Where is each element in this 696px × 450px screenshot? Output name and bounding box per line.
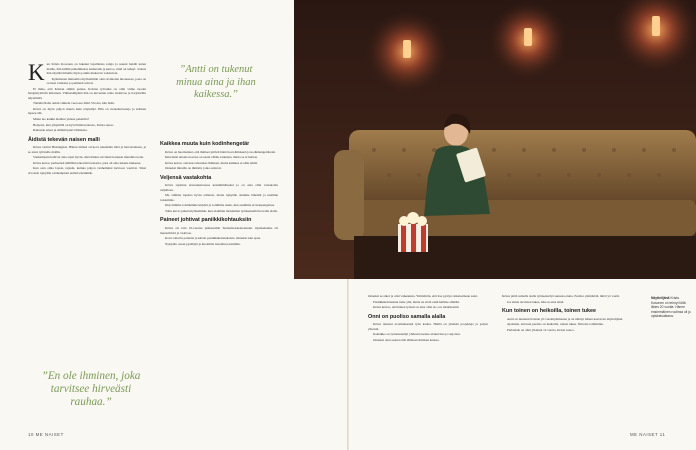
section-heading: Kun toinen on heikoilla, toinen tukee [502,308,597,315]
body-paragraph: Kymmenen minuuttia myöhemmin olen ravintolan huoneessa, jossa on oranssi valaistus ja pehmeät sohvat. [46,76,146,86]
body-paragraph: Krista kertoo olevansa idearikas ihminen, mutta kaikkea ei ehdi tehdä. [165,160,258,165]
body-paragraph: Antti on tuntenut Kristan yli vuosikymmenen ja on nähnyt hänen kasvavan näyttelijänä. [507,316,623,321]
body-paragraph: Kiireisinä aikoina kotona on usein vähän sotkuista, mutta se ei haittaa. [165,155,258,160]
article-column-2 [160,137,278,247]
caption-lead: Näyttelijänä [651,296,670,300]
body-paragraph: Onneksi olen saanut elää tällaisen ihmisen kanssa. [373,337,440,342]
body-paragraph: Jos sitten tarvitsen tukea, hän on aina siinä. [507,299,565,304]
body-paragraph: Vanhempani hoitivat aina arjen hyvin, eikä minun tarvinnut koskaan murehtia kotia. [33,155,144,160]
body-paragraph: Onneksi se alkoi ja olisi vaikeuksia. Ymmärrän, että itse pystyn ratkaisemaan asiat. [368,294,478,298]
body-paragraph: Krista kertoo, että hänen työnsä on aina ollut iso osa identiteettiä. [373,305,460,310]
pull-quote: ”Antti on tukenut minua aina ja ihan kaikessa.” [176,64,256,100]
article-column-1 [28,62,146,176]
body-paragraph: Krista kertoo perheensä äidillään tekevästä naisesta, joka oli aina tukena kaikessa. [33,160,142,165]
intro-paragraph: K un Krista Kosonen on lukenut lapsillensa satuja ja saanut heidät unten maille, hän kiiltää puhelimensa kameralle ja kertoo, mitä on tehnyt. Joskus hän näyttää minulle myös jonkin mukavan valokuvan. [28,60,146,85]
body-paragraph: Krista sijoittuu sisaruskatraassa keskimmäiseksi ja on aina ollut vastakohta veljelleen. [160,183,278,192]
popcorn-icon [398,212,428,252]
section-heading: Paineet johtivat paniikkikohtauksiin [160,217,252,224]
body-paragraph: Krista on huomannut, että ihmiset pitävät häntä koti-ihmisenä ja kodinhengettärenä. [165,149,276,154]
body-paragraph: Krista varttui Helsingissä. Hänen äitinsä oli kova tekemään töitä ja harrastamaan, ja se antoi tyttärelle mallin. [28,145,146,154]
body-paragraph: Rakastan arkea ja elämää juuri tällaisena. [33,128,88,133]
body-paragraph: Helposti, kun ympärillä on hyvä ihmisverkosto, Krista sanoo. [33,122,115,127]
section-heading: Onni on puoliso samalla alalla [368,313,446,320]
body-paragraph: Kaksikko on työskennellyt yhdessä useissa elokuvissa ja sarjoissa. [373,332,461,337]
body-paragraph: Me olimme lapsina hyvin erilaisia, mutta nykyään olemme läheisiä ja tuemme toisiamme. [160,193,278,202]
article-column-3 [368,294,488,343]
body-paragraph: Ajattelen, että kun puoliso on heikoilla, toinen tukee. Niin me toimimme. [507,322,604,327]
body-paragraph: Koin valtavia paineita ja kärsin paniikkikohtauksista. Onneksi sain apua. [165,236,261,241]
article-column-4 [502,294,638,333]
hero-photo [294,0,696,279]
folio-left: 10 ME NAISET [28,432,64,437]
body-paragraph: Kun sain omia lapsia, tajusin, kuinka paljon vanhemmat kuvioon vaativat. Siksi arvostan nykyään vanhempiani entistä enemmän. [28,166,146,175]
wall-lamp-icon [488,0,568,80]
body-paragraph: Miten tuo kaikki mahtuu yhteen pakettiin? [33,117,90,122]
wall-lamp-icon [365,10,449,94]
section-heading: Kaikkea muuta kuin kodinhengetär [160,141,250,147]
section-heading: Veljensä vastakohta [160,174,212,181]
body-paragraph: Tänään illalla onkin viimein vuorossa lähtö Virosta, hän lisää. [33,101,115,106]
body-paragraph: Ei ihme, että Kristan silmät painaa. Kristan työvaihe on ollut viime vuodet hengästyttävän kiireinen. Viimeisimpänä hän on kuvannut uutta elokuvaa ja harjoitellut näytelmää. [28,86,146,100]
pull-quote: ”En ole ihminen, joka tarvitsee hirveästi rauhaa.” [41,370,141,408]
body-paragraph: Onneksi minulla on ihmisiä, jotka auttavat. [165,166,222,171]
body-paragraph: Kirjoitimme toisillemme kirjeitä ja soitimme usein, kun asuimme eri kaupungeissa. [165,203,275,208]
section-heading: Äidistä tekevän naisen malli [28,136,100,143]
photo-illustration [294,0,696,279]
folio-right: ME NAISET 11 [630,432,666,437]
caption-text: Krista Kosonen on tehnyt töitä lähes 20 vuotta. Hänen ensimmäinen roolinsa oli jo opiskeluaikana. [651,296,691,318]
body-paragraph: Krista pitää samalla alalla työskentelyä suurena etuna. Puoliso ymmärtää, mitä työ vaatii. [502,294,620,298]
body-paragraph: Tuttu kuvio jatkui myöhemmin, kun aloimme molemmat työskennellä luovalla alalla. [165,208,278,213]
body-paragraph: Parisuhde on ollut yhdessä 14 vuotta, Krista sanoo. [507,327,575,332]
body-paragraph: Krista on myös paljon muuta kuin näyttelijä. Hän on ruokaharrastaja ja kolmen lapsen äiti. [28,106,146,116]
body-paragraph: Krista tutustui avomieheensä työn kautta. Heillä on yhteisiä projekteja ja paljon yhteistä. [368,322,488,331]
sofa-illustration [334,130,696,279]
body-paragraph: Nykyään osaan pysähtyä ja huolehtia itsestäni paremmin. [165,241,241,246]
body-paragraph: Krista oli vain 19-vuotias päästessään Teatterikorkeakouluun. Opiskeluaika oli intensiivistä ja vaativaa. [160,225,278,235]
dropcap: K [28,60,45,85]
photo-caption [651,296,691,319]
body-paragraph: Paniikkikohtauksia tulee yhä, mutta ne eivät enää hallitse elämää. [373,299,460,304]
